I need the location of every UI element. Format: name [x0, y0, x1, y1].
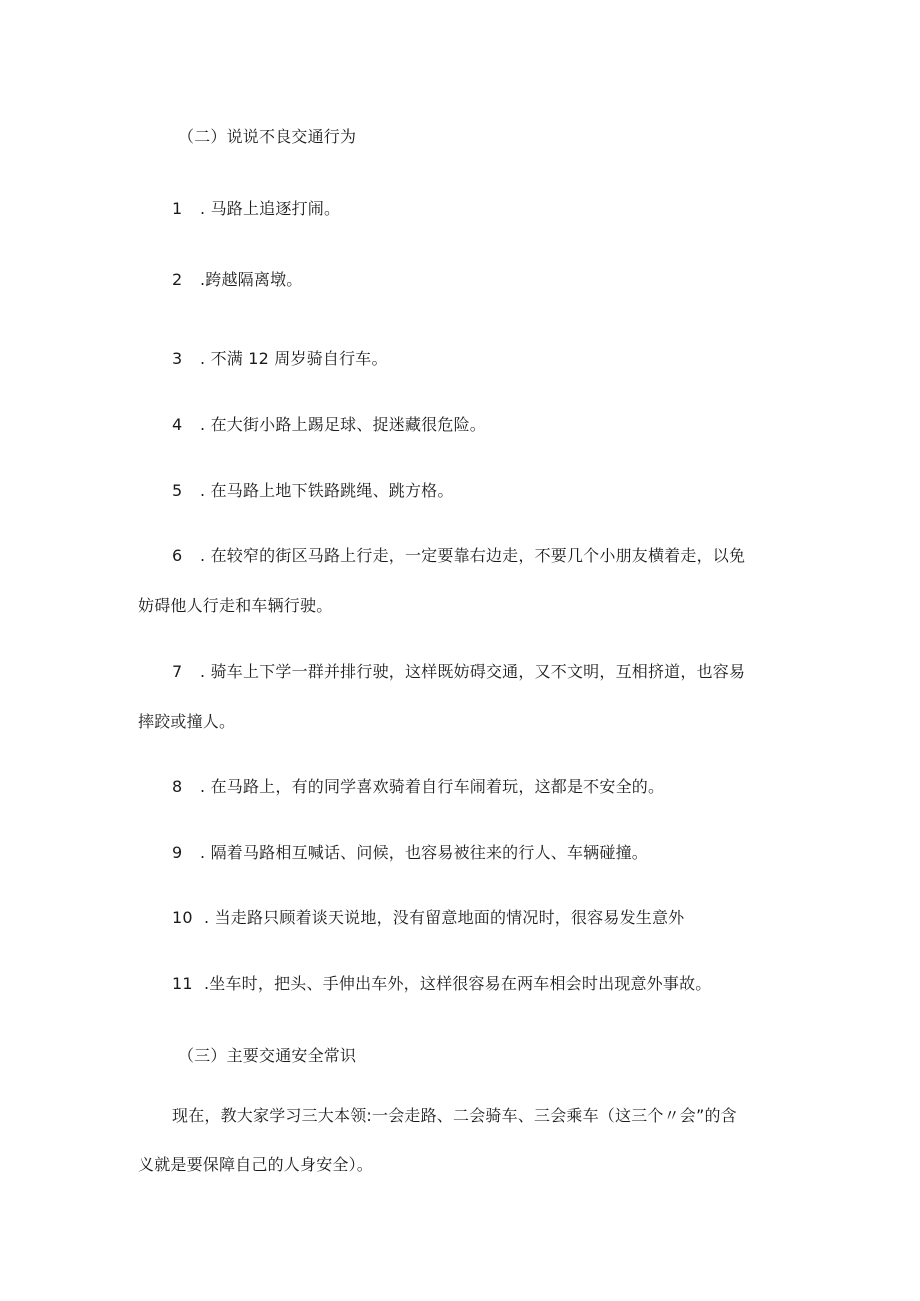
list-item-3: [172, 349, 388, 369]
list-item-7-continuation: 摔跤或撞人。: [138, 712, 236, 731]
list-item-6: [172, 546, 745, 566]
item-text: . 马路上追逐打闹。: [200, 199, 341, 218]
list-item-11: [172, 974, 712, 994]
item-text: . 在较窄的街区马路上行走，一定要靠右边走，不要几个小朋友横着走，以免: [200, 546, 746, 565]
list-item-9: [172, 843, 648, 863]
list-item-6-continuation: 妨碍他人行走和车辆行驶。: [138, 596, 333, 615]
paragraph-line-2: 义就是要保障自己的人身安全）。: [138, 1155, 374, 1174]
list-item-2: [172, 270, 303, 290]
item-number: 3: [172, 349, 183, 368]
list-item-5: [172, 481, 454, 501]
list-item-10: [172, 908, 684, 928]
item-number: 9: [172, 843, 183, 862]
item-number: 8: [172, 777, 183, 796]
item-text: . 不满 12 周岁骑自行车。: [200, 349, 388, 368]
item-text: .坐车时，把头、手伸出车外，这样很容易在两车相会时出现意外事故。: [204, 974, 712, 993]
list-item-8: [172, 777, 664, 797]
item-text: . 在大街小路上踢足球、捉迷藏很危险。: [200, 415, 486, 434]
item-number: 6: [172, 546, 183, 565]
item-text: . 在马路上地下铁路跳绳、跳方格。: [200, 481, 454, 500]
item-text: . 当走路只顾着谈天说地，没有留意地面的情况时，很容易发生意外: [204, 908, 685, 927]
list-item-4: [172, 415, 486, 435]
item-number: 5: [172, 481, 183, 500]
item-number: 7: [172, 662, 183, 681]
section-heading-2: （二）说说不良交通行为: [178, 127, 357, 146]
item-text: . 骑车上下学一群并排行驶，这样既妨碍交通，又不文明，互相挤道，也容易: [200, 662, 746, 681]
item-number: 10: [172, 908, 193, 927]
item-number: 1: [172, 199, 183, 218]
paragraph-line-1: 现在，教大家学习三大本领:一会走路、二会骑车、三会乘车（这三个〃会”的含: [172, 1106, 737, 1125]
list-item-7: [172, 662, 745, 682]
item-number: 2: [172, 270, 183, 289]
item-text: . 在马路上，有的同学喜欢骑着自行车闹着玩，这都是不安全的。: [200, 777, 665, 796]
item-number: 4: [172, 415, 183, 434]
list-item-1: [172, 199, 340, 219]
item-text: . 隔着马路相互喊话、问候，也容易被往来的行人、车辆碰撞。: [200, 843, 648, 862]
item-number: 11: [172, 974, 193, 993]
section-heading-3: （三）主要交通安全常识: [178, 1046, 357, 1065]
item-text: .跨越隔离墩。: [200, 270, 303, 289]
